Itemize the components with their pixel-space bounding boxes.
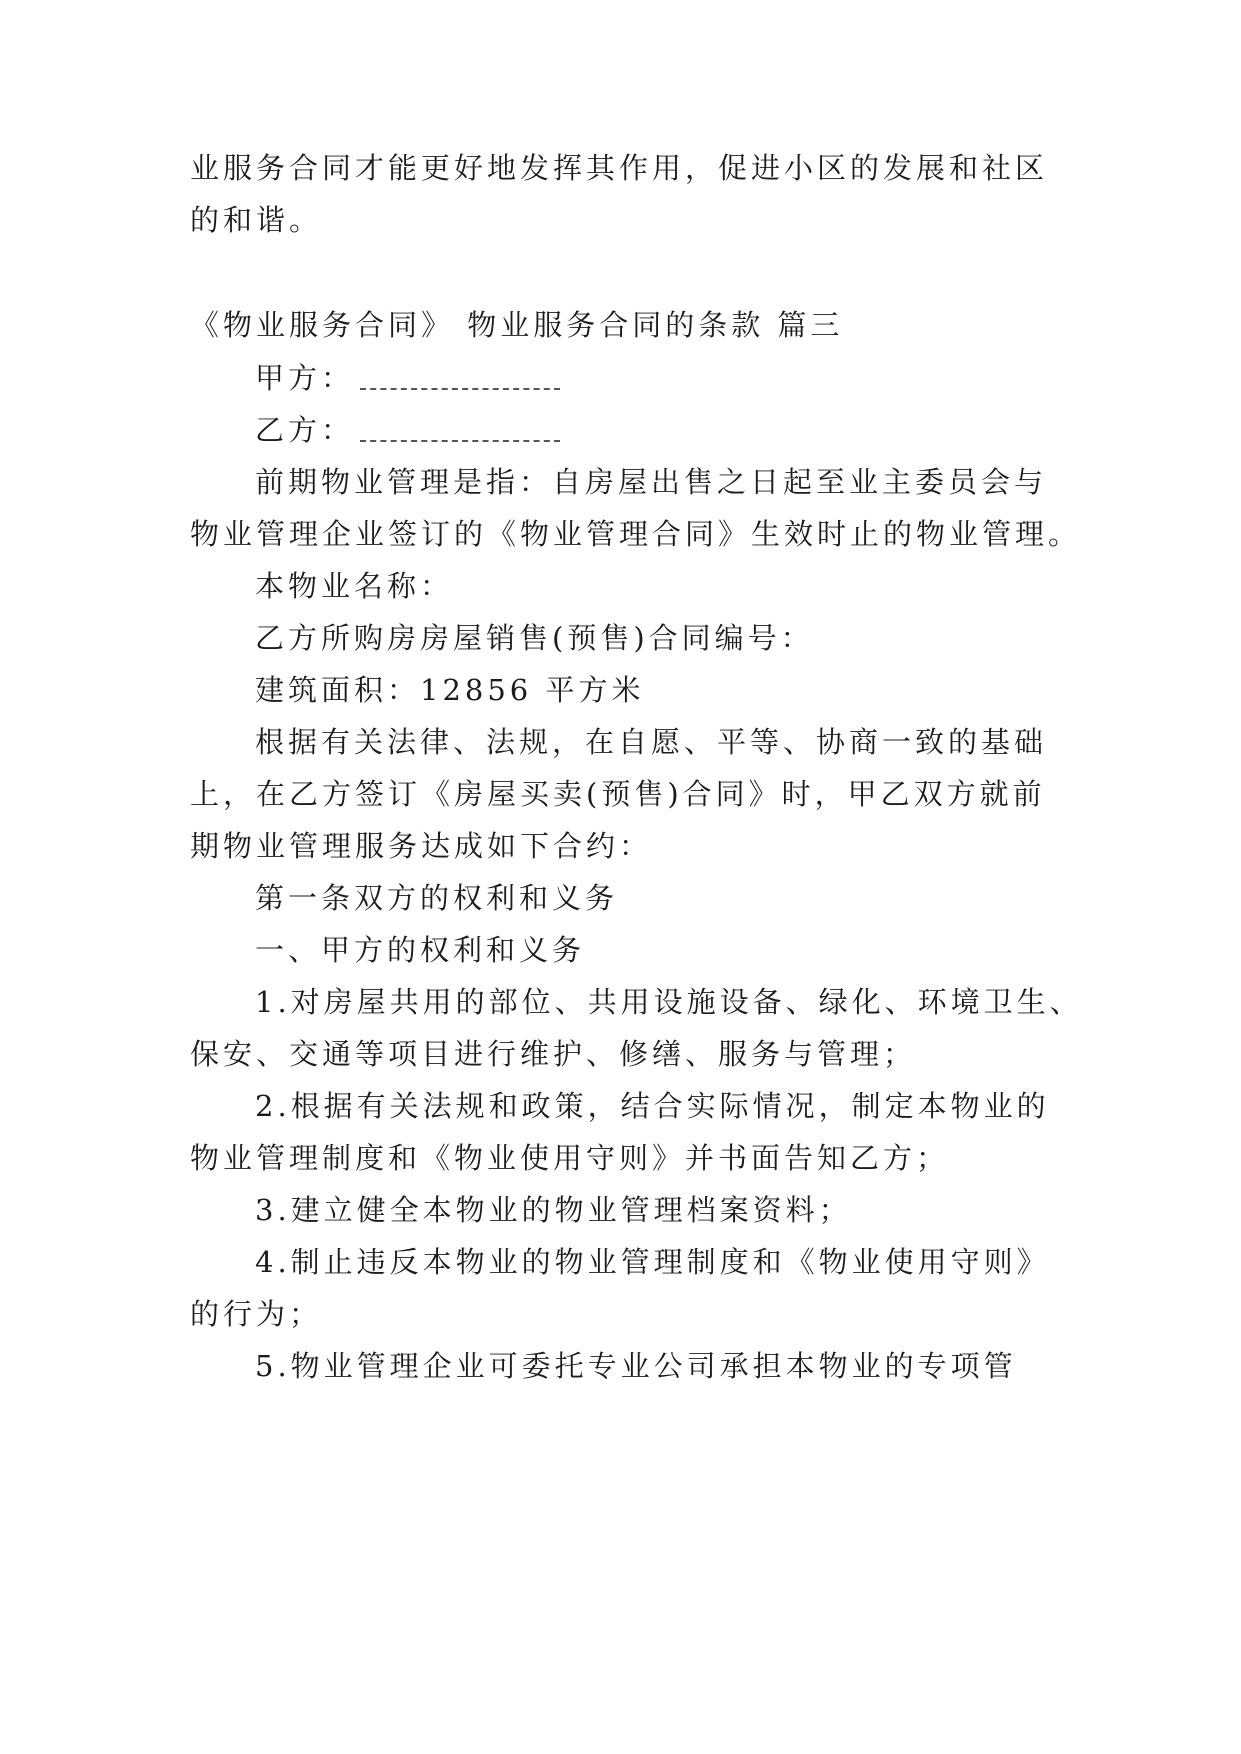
text-line-14: 第一条双方的权利和义务 [255, 881, 619, 915]
text-line-20: 3.建立健全本物业的物业管理档案资料； [255, 1193, 852, 1227]
text-line-22: 的行为； [190, 1297, 323, 1331]
text-line-15: 一、甲方的权利和义务 [255, 933, 586, 967]
party-a-blank [360, 386, 560, 390]
party-a-line [255, 358, 1135, 398]
text-line-21: 4.制止违反本物业的物业管理制度和《物业使用守则》 [255, 1245, 1050, 1279]
text-line-18: 2.根据有关法规和政策，结合实际情况，制定本物业的 [255, 1089, 1050, 1123]
text-line-16: 1.对房屋共用的部位、共用设施设备、绿化、环境卫生、 [255, 985, 1083, 1019]
text-line-2: 的和谐。 [190, 203, 323, 237]
text-line-10: 建筑面积：12856 平方米 [255, 673, 645, 707]
party-b-line [255, 410, 1135, 450]
party-b-label: 乙方： [255, 413, 355, 447]
text-line-23: 5.物业管理企业可委托专业公司承担本物业的专项管 [255, 1349, 1017, 1383]
text-line-17: 保安、交通等项目进行维护、修缮、服务与管理； [190, 1037, 917, 1071]
party-a-label: 甲方： [255, 361, 355, 395]
text-line-6: 前期物业管理是指：自房屋出售之日起至业主委员会与 [255, 465, 1048, 499]
text-line-8: 本物业名称： [255, 569, 454, 603]
text-line-7: 物业管理企业签订的《物业管理合同》生效时止的物业管理。 [190, 517, 1082, 551]
text-line-12: 上，在乙方签订《房屋买卖(预售)合同》时，甲乙双方就前 [190, 777, 1046, 811]
party-b-blank [360, 438, 560, 442]
text-line-1: 业服务合同才能更好地发挥其作用，促进小区的发展和社区 [190, 151, 1049, 185]
text-line-11: 根据有关法律、法规，在自愿、平等、协商一致的基础 [255, 725, 1048, 759]
text-line-9: 乙方所购房房屋销售(预售)合同编号： [255, 621, 814, 655]
text-line-13: 期物业管理服务达成如下合约： [190, 829, 653, 863]
text-line-19: 物业管理制度和《物业使用守则》并书面告知乙方； [190, 1141, 950, 1175]
section-title: 《物业服务合同》 物业服务合同的条款 篇三 [190, 308, 844, 342]
